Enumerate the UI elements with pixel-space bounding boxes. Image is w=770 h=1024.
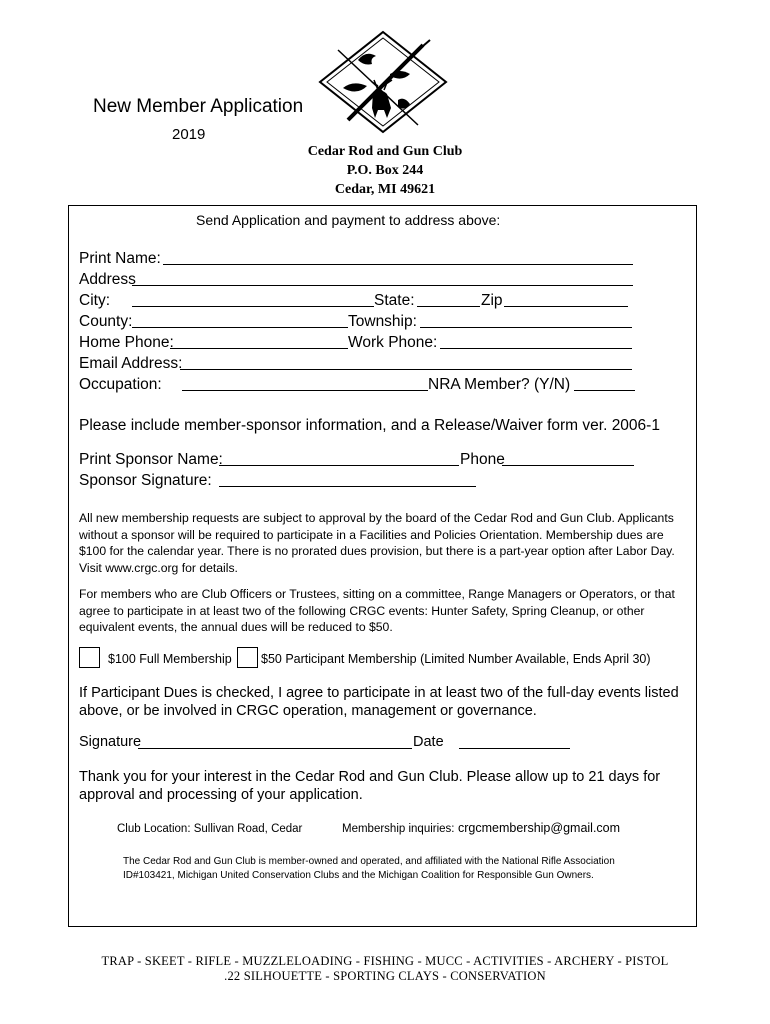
club-location: Club Location: Sullivan Road, Cedar xyxy=(117,823,303,835)
inquiry-email-link[interactable]: crgcmembership@gmail.com xyxy=(458,821,621,835)
activities-line-2: .22 SILHOUETTE - SPORTING CLAYS - CONSERVATION xyxy=(224,969,546,983)
sponsor-signature-field[interactable] xyxy=(219,486,476,487)
activities-footer xyxy=(0,954,770,984)
thank-you-text: Thank you for your interest in the Cedar Rod and Gun Club. Please allow up to 21 days for approval and processing of your application. xyxy=(79,769,661,803)
sponsor-name-label: Print Sponsor Name: xyxy=(79,451,223,468)
county-label: County: xyxy=(79,313,133,330)
state-field[interactable] xyxy=(417,306,480,307)
home-phone-field[interactable] xyxy=(170,348,348,349)
township-label: Township: xyxy=(348,313,417,330)
home-phone-label: Home Phone: xyxy=(79,334,174,351)
full-membership-label: $100 Full Membership xyxy=(108,652,232,666)
print-name-label: Print Name: xyxy=(79,250,161,267)
membership-inquiries-label: Membership inquiries: xyxy=(342,823,455,835)
county-field[interactable] xyxy=(132,327,348,328)
sponsor-name-field[interactable] xyxy=(219,465,459,466)
email-field[interactable] xyxy=(180,369,632,370)
po-box: P.O. Box 244 xyxy=(346,163,424,178)
activities-line-1: TRAP - SKEET - RIFLE - MUZZLELOADING - FISHING - MUCC - ACTIVITIES - ARCHERY - PISTOL xyxy=(101,954,669,968)
zip-field[interactable] xyxy=(504,306,628,307)
club-address-block xyxy=(300,142,470,199)
participant-membership-label: $50 Participant Membership (Limited Number Available, Ends April 30) xyxy=(261,652,651,666)
address-field[interactable] xyxy=(132,285,633,286)
date-field[interactable] xyxy=(459,748,570,749)
participant-membership-checkbox[interactable] xyxy=(237,647,258,668)
print-name-field[interactable] xyxy=(163,264,633,265)
full-membership-checkbox[interactable] xyxy=(79,647,100,668)
city-field[interactable] xyxy=(132,306,374,307)
signature-label: Signature xyxy=(79,734,142,750)
membership-policy-text: All new membership requests are subject to approval by the board of the Cedar Rod and Gun Club. Applicants without a sponsor will be required to participate in a Facilities and Policies Orientation. Membership dues are $100 for the calendar year. There is no prorated dues provision, but there is a part-year option after Labor Day. Visit www.crgc.org for details. xyxy=(79,511,675,575)
reduced-dues-text: For members who are Club Officers or Trustees, sitting on a committee, Range Managers or Operators, or that agree to participate in at least two of the following CRGC events: Hunter Safety, Spring Cleanup, or other equivalent events, the annual dues will be reduced to $50. xyxy=(79,587,675,634)
sponsor-signature-label: Sponsor Signature: xyxy=(79,472,212,489)
signature-field[interactable] xyxy=(138,748,412,749)
application-year: 2019 xyxy=(172,126,206,143)
nra-member-field[interactable] xyxy=(574,390,635,391)
club-name: Cedar Rod and Gun Club xyxy=(307,144,463,159)
city-label: City: xyxy=(79,292,110,309)
page-title: New Member Application xyxy=(93,96,304,117)
sponsor-note: Please include member-sponsor information, and a Release/Waiver form ver. 2006-1 xyxy=(79,417,660,434)
sponsor-phone-label: Phone xyxy=(460,451,505,468)
participant-agreement-text: If Participant Dues is checked, I agree to participate in at least two of the full-day events listed above, or be involved in CRGC operation, management or governance. xyxy=(79,685,679,719)
state-label: State: xyxy=(374,292,415,309)
address-label: Address xyxy=(79,271,136,288)
club-logo-icon xyxy=(318,30,448,135)
occupation-label: Occupation: xyxy=(79,376,162,393)
sponsor-phone-field[interactable] xyxy=(502,465,634,466)
nra-member-label: NRA Member? (Y/N) xyxy=(428,376,571,393)
zip-label: Zip xyxy=(481,292,503,309)
date-label: Date xyxy=(413,734,444,750)
affiliation-text: The Cedar Rod and Gun Club is member-owned and operated, and affiliated with the National Rifle Association ID#103421, Michigan United Conservation Clubs and the Michigan Coalition for Responsible Gun Owners. xyxy=(123,856,615,881)
email-label: Email Address: xyxy=(79,355,183,372)
send-instruction: Send Application and payment to address above: xyxy=(196,212,501,228)
township-field[interactable] xyxy=(420,327,632,328)
work-phone-field[interactable] xyxy=(440,348,632,349)
occupation-field[interactable] xyxy=(182,390,428,391)
city-zip: Cedar, MI 49621 xyxy=(334,182,436,197)
work-phone-label: Work Phone: xyxy=(348,334,438,351)
